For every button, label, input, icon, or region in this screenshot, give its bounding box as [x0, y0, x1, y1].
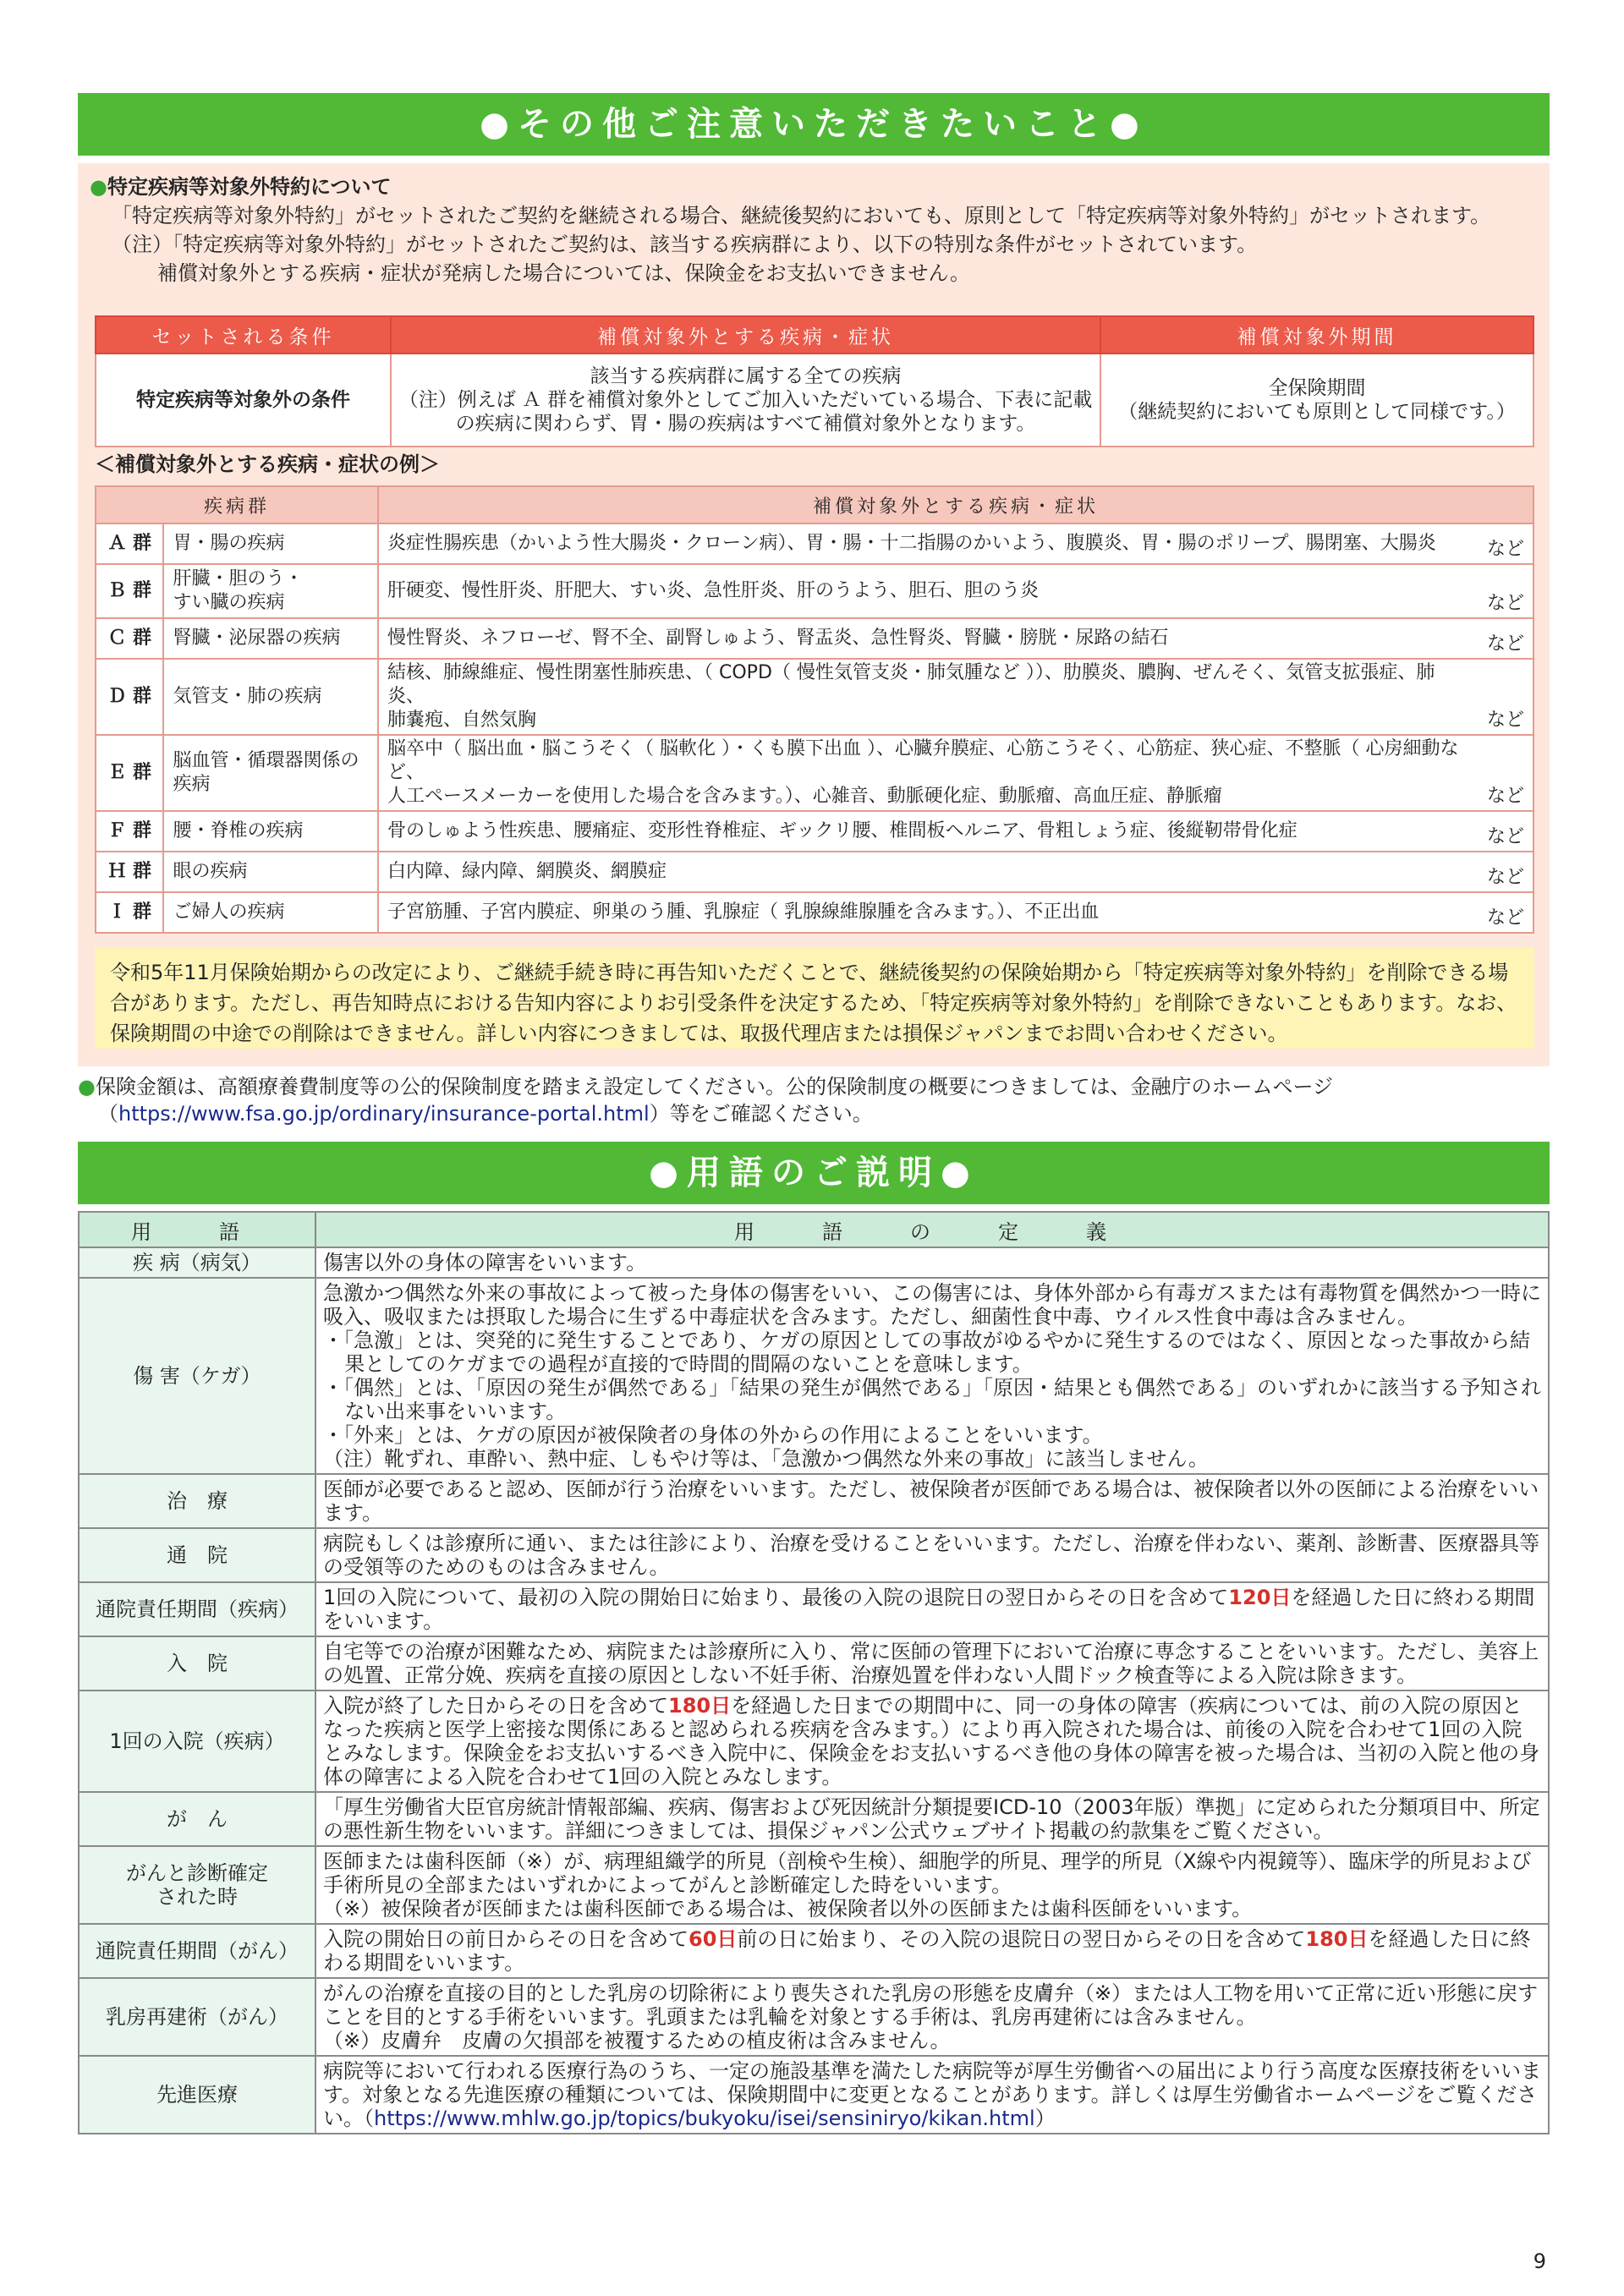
table-row [79, 1690, 1549, 1792]
highlight-days: 120日 [1228, 1586, 1292, 1609]
table-row [79, 1978, 1549, 2056]
table-row [96, 735, 1533, 811]
etc-label: など [1473, 852, 1533, 892]
column-header: 用 語 の 定 義 [315, 1212, 1549, 1247]
group-label: Ｆ 群 [96, 811, 163, 852]
group-label: Ｅ 群 [96, 735, 163, 811]
table-row [79, 1528, 1549, 1582]
group-name: 腰・脊椎の疾病 [163, 811, 378, 852]
etc-label: など [1473, 659, 1533, 735]
definition-cell [315, 1528, 1549, 1582]
bullet-icon: ● [78, 1075, 96, 1099]
column-header: 補償対象外期間 [1100, 316, 1533, 353]
term-cell: 1回の入院（疾病） [79, 1690, 315, 1792]
paragraph: （注）「特定疾病等対象外特約」がセットされたご契約は、該当する疾病群により、以下の特別な条件がセットされています。 [112, 233, 1258, 256]
condition-cell: 特定疾病等対象外の条件 [96, 353, 391, 447]
column-header: 疾病群 [96, 486, 378, 523]
definition-line: 医師が必要であると認め、医師が行う治療をいいます。ただし、被保険者が医師である場合は、被保険者以外の医師による治療をいいます。 [323, 1477, 1539, 1525]
definition-cell [315, 1636, 1549, 1690]
table-row [79, 1582, 1549, 1636]
group-name: 肝臓・胆のう・ すい臓の疾病 [163, 564, 378, 618]
group-label: Ｂ 群 [96, 564, 163, 618]
illness-list: 子宮筋腫、子宮内膜症、卵巣のう腫、乳腺症（ 乳腺線維腺腫を含みます。）、不正出血 [378, 892, 1473, 933]
term-cell: 治 療 [79, 1474, 315, 1528]
table-row [96, 892, 1533, 933]
definition-cell: 病院等において行われる医療行為のうち、一定の施設基準を満たした病院等が厚生労働省への届出により行う高度な医療技術をいいます。対象となる先進医療の種類については、保険期間中に変更となることがあります。詳しくは厚生労働省ホームページをご覧ください。（https://www.mhlw.go.jp/topics/bukyoku/isei/sensiniryo/kikan.html） [315, 2056, 1549, 2134]
group-label: Ｃ 群 [96, 618, 163, 659]
group-label: Ｉ 群 [96, 892, 163, 933]
definition-line: （注）靴ずれ、車酔い、熱中症、しもやけ等は、「急激かつ偶然な外来の事故」に該当しません。 [323, 1447, 1209, 1471]
bullet-icon: ● [90, 175, 107, 199]
definition-line: ・「外来」とは、ケガの原因が被保険者の身体の外からの作用によることをいいます。 [323, 1423, 1103, 1447]
etc-label: など [1473, 735, 1533, 811]
definition-line: （※）被保険者が医師または歯科医師である場合は、被保険者以外の医師または歯科医師をいいます。 [323, 1897, 1253, 1921]
insurance-note-line2: （https://www.fsa.go.jp/ordinary/insurance-portal.html）等をご確認ください。 [98, 1102, 873, 1126]
table-row [79, 1924, 1549, 1978]
table-row [96, 659, 1533, 735]
term-cell: 傷 害（ケガ） [79, 1278, 315, 1474]
definition-line: 病院もしくは診療所に通い、または往診により、治療を受けることをいいます。ただし、治療を伴わない、薬剤、診断書、医療器具等の受領等のためのものは含みません。 [323, 1532, 1540, 1579]
table-row [96, 852, 1533, 892]
column-header: 補償対象外とする疾病・症状 [378, 486, 1533, 523]
highlight-days: 180日 [1305, 1927, 1369, 1951]
examples-title: ＜補償対象外とする疾病・症状の例＞ [95, 452, 440, 476]
mhlw-link[interactable]: https://www.mhlw.go.jp/topics/bukyoku/isei/sensiniryo/kikan.html [374, 2107, 1035, 2130]
period-cell: 全保険期間 （継続契約においても原則として同様です。） [1100, 353, 1533, 447]
illness-list: 脳卒中（ 脳出血・脳こうそく（ 脳軟化 ）・くも膜下出血 ）、心臓弁膜症、心筋こうそく、心筋症、狭心症、不整脈（ 心房細動など、 人工ペースメーカーを使用した場合を含みます。）、心雑音、動脈硬化症、動脈瘤、高血圧症、静脈瘤 [378, 735, 1473, 811]
etc-label: など [1473, 811, 1533, 852]
etc-label: など [1473, 523, 1533, 564]
term-cell: 乳房再建術（がん） [79, 1978, 315, 2056]
table-row [79, 1278, 1549, 1474]
fsa-link[interactable]: https://www.fsa.go.jp/ordinary/insurance-portal.html [118, 1102, 650, 1126]
etc-label: など [1473, 618, 1533, 659]
table-row [79, 1474, 1549, 1528]
term-cell: 通院責任期間（疾病） [79, 1582, 315, 1636]
section-heading: ●特定疾病等対象外特約について [90, 175, 392, 199]
definition-cell: 1回の入院について、最初の入院の開始日に始まり、最後の入院の退院日の翌日からその日を含めて120日を経過した日に終わる期間をいいます。 [315, 1582, 1549, 1636]
terms-table [78, 1211, 1550, 2134]
term-cell: 先進医療 [79, 2056, 315, 2134]
term-cell: 入 院 [79, 1636, 315, 1690]
definition-line: 医師または歯科医師（※）が、病理組織学的所見（剖検や生検）、細胞学的所見、理学的所見（X線や内視鏡等）、臨床学的所見および手術所見の全部またはいずれかによってがんと診断確定した時をいいます。 [323, 1849, 1532, 1897]
table-row [79, 2056, 1549, 2134]
illness-list: 肝硬変、慢性肝炎、肝肥大、すい炎、急性肝炎、肝のうよう、胆石、胆のう炎 [378, 564, 1473, 618]
definition-cell: 入院の開始日の前日からその日を含めて60日前の日に始まり、その入院の退院日の翌日からその日を含めて180日を経過した日に終わる期間をいいます。 [315, 1924, 1549, 1978]
definition-line: がんの治療を直接の目的とした乳房の切除術により喪失された乳房の形態を皮膚弁（※）または人工物を用いて正常に近い形態に戻すことを目的とする手術をいいます。乳頭または乳輪を対象とする手術は、乳房再建術には含みません。 [323, 1981, 1539, 2029]
group-name: 気管支・肺の疾病 [163, 659, 378, 735]
group-label: Ａ 群 [96, 523, 163, 564]
definition-cell [315, 1846, 1549, 1924]
table-row [79, 1636, 1549, 1690]
definition-line: （※）皮膚弁 皮膚の欠損部を被覆するための植皮術は含みません。 [323, 2029, 951, 2052]
illness-list: 白内障、緑内障、網膜炎、網膜症 [378, 852, 1473, 892]
illness-list: 骨のしゅよう性疾患、腰痛症、変形性脊椎症、ギックリ腰、椎間板ヘルニア、骨粗しょう症、後縦靭帯骨化症 [378, 811, 1473, 852]
term-cell: 通院責任期間（がん） [79, 1924, 315, 1978]
table-row [96, 564, 1533, 618]
table-row [79, 1247, 1549, 1278]
definition-cell [315, 1978, 1549, 2056]
etc-label: など [1473, 892, 1533, 933]
highlight-days: 180日 [668, 1694, 732, 1718]
highlight-days: 60日 [689, 1927, 738, 1951]
definition-line: 傷害以外の身体の障害をいいます。 [323, 1251, 647, 1274]
term-cell: が ん [79, 1792, 315, 1846]
table-row [96, 618, 1533, 659]
illness-list: 結核、肺線維症、慢性閉塞性肺疾患、（ COPD（ 慢性気管支炎・肺気腫など ））、肋膜炎、膿胸、ぜんそく、気管支拡張症、肺炎、 肺嚢疱、自然気胸 [378, 659, 1473, 735]
group-label: Ｄ 群 [96, 659, 163, 735]
group-name: ご婦人の疾病 [163, 892, 378, 933]
etc-label: など [1473, 564, 1533, 618]
column-header: 補償対象外とする疾病・症状 [391, 316, 1100, 353]
definition-line: 自宅等での治療が困難なため、病院または診療所に入り、常に医師の管理下において治療に専念することをいいます。ただし、美容上の処置、正常分娩、疾病を直接の原因としない不妊手術、治療処置を伴わない人間ドック検査等による入院は除きます。 [323, 1640, 1539, 1687]
definition-line: ・「急激」とは、突発的に発生することであり、ケガの原因としての事故がゆるやかに発生するのではなく、原因となった事故から結果としてのケガまでの過程が直接的で時間的間隔のないことを意味します。 [323, 1329, 1531, 1376]
definition-cell: 入院が終了した日からその日を含めて180日を経過した日までの期間中に、同一の身体の障害（疾病については、前の入院の原因となった疾病と医学上密接な関係にあると認められる疾病を含みます。）により再入院された場合は、前後の入院を合わせて1回の入院とみなします。保険金をお支払いするべき入院中に、保険金をお支払いするべき他の身体の障害を被った場合は、当初の入院と他の身体の障害による入院を合わせて1回の入院とみなします。 [315, 1690, 1549, 1792]
illness-cell: 該当する疾病群に属する全ての疾病 （注）例えば Ａ 群を補償対象外としてご加入いただいている場合、下表に記載の疾病に関わらず、胃・腸の疾病はすべて補償対象外となります。 [391, 353, 1100, 447]
group-name: 脳血管・循環器関係の 疾病 [163, 735, 378, 811]
group-name: 腎臓・泌尿器の疾病 [163, 618, 378, 659]
paragraph: 補償対象外とする疾病・症状が発病した場合については、保険金をお支払いできません。 [157, 261, 970, 285]
group-name: 眼の疾病 [163, 852, 378, 892]
insurance-note: ●保険金額は、高額療養費制度等の公的保険制度を踏まえ設定してください。公的保険制度の概要につきましては、金融庁のホームページ [78, 1075, 1333, 1099]
term-cell: がんと診断確定 された時 [79, 1846, 315, 1924]
table-row [79, 1792, 1549, 1846]
definition-cell [315, 1247, 1549, 1278]
column-header: セットされる条件 [96, 316, 391, 353]
table-row [96, 523, 1533, 564]
term-cell: 通 院 [79, 1528, 315, 1582]
illness-list: 慢性腎炎、ネフローゼ、腎不全、副腎しゅよう、腎盂炎、急性腎炎、腎臓・膀胱・尿路の結石 [378, 618, 1473, 659]
group-name: 胃・腸の疾病 [163, 523, 378, 564]
paragraph: 「特定疾病等対象外特約」がセットされたご契約を継続される場合、継続後契約においても、原則として「特定疾病等対象外特約」がセットされます。 [112, 204, 1491, 227]
definition-cell [315, 1278, 1549, 1474]
page-number: 9 [1533, 2249, 1546, 2273]
definition-line: 「厚生労働省大臣官房統計情報部編、疾病、傷害および死因統計分類提要ICD-10（2003年版）準拠」に定められた分類項目中、所定の悪性新生物をいいます。詳細につきましては、損保ジャパン公式ウェブサイト掲載の約款集をご覧ください。 [323, 1795, 1540, 1843]
definition-cell [315, 1792, 1549, 1846]
definition-line: 急激かつ偶然な外来の事故によって被った身体の傷害をいい、この傷害には、身体外部から有毒ガスまたは有毒物質を偶然かつ一時に吸入、吸収または摂取した場合に生ずる中毒症状を含みます。ただし、細菌性食中毒、ウイルス性食中毒は含みません。 [323, 1281, 1541, 1329]
notice-box: 令和5年11月保険始期からの改定により、ご継続手続き時に再告知いただくことで、継続後契約の保険始期から「特定疾病等対象外特約」を削除できる場合があります。ただし、再告知時点における告知内容によりお引受条件を決定するため、「特定疾病等対象外特約」を削除できないこともあります。なお、保険期間の中途での削除はできません。詳しい内容につきましては、取扱代理店または損保ジャパンまでお問い合わせください。 [95, 947, 1534, 1049]
condition-table [95, 315, 1534, 447]
disease-groups-table [95, 485, 1534, 934]
illness-list: 炎症性腸疾患（かいよう性大腸炎・クローン病）、胃・腸・十二指腸のかいよう、腹膜炎、胃・腸のポリープ、腸閉塞、大腸炎 [378, 523, 1473, 564]
term-cell: 疾 病（病気） [79, 1247, 315, 1278]
column-header: 用 語 [79, 1212, 315, 1247]
section-banner-terms: ●用語のご説明● [78, 1142, 1550, 1204]
table-row [79, 1846, 1549, 1924]
table-row [96, 811, 1533, 852]
group-label: Ｈ 群 [96, 852, 163, 892]
section-banner-notes: ●その他ご注意いただきたいこと● [78, 93, 1550, 156]
definition-cell [315, 1474, 1549, 1528]
definition-line: ・「偶然」とは、「原因の発生が偶然である」「結果の発生が偶然である」「原因・結果とも偶然である」のいずれかに該当する予知されない出来事をいいます。 [323, 1376, 1541, 1423]
